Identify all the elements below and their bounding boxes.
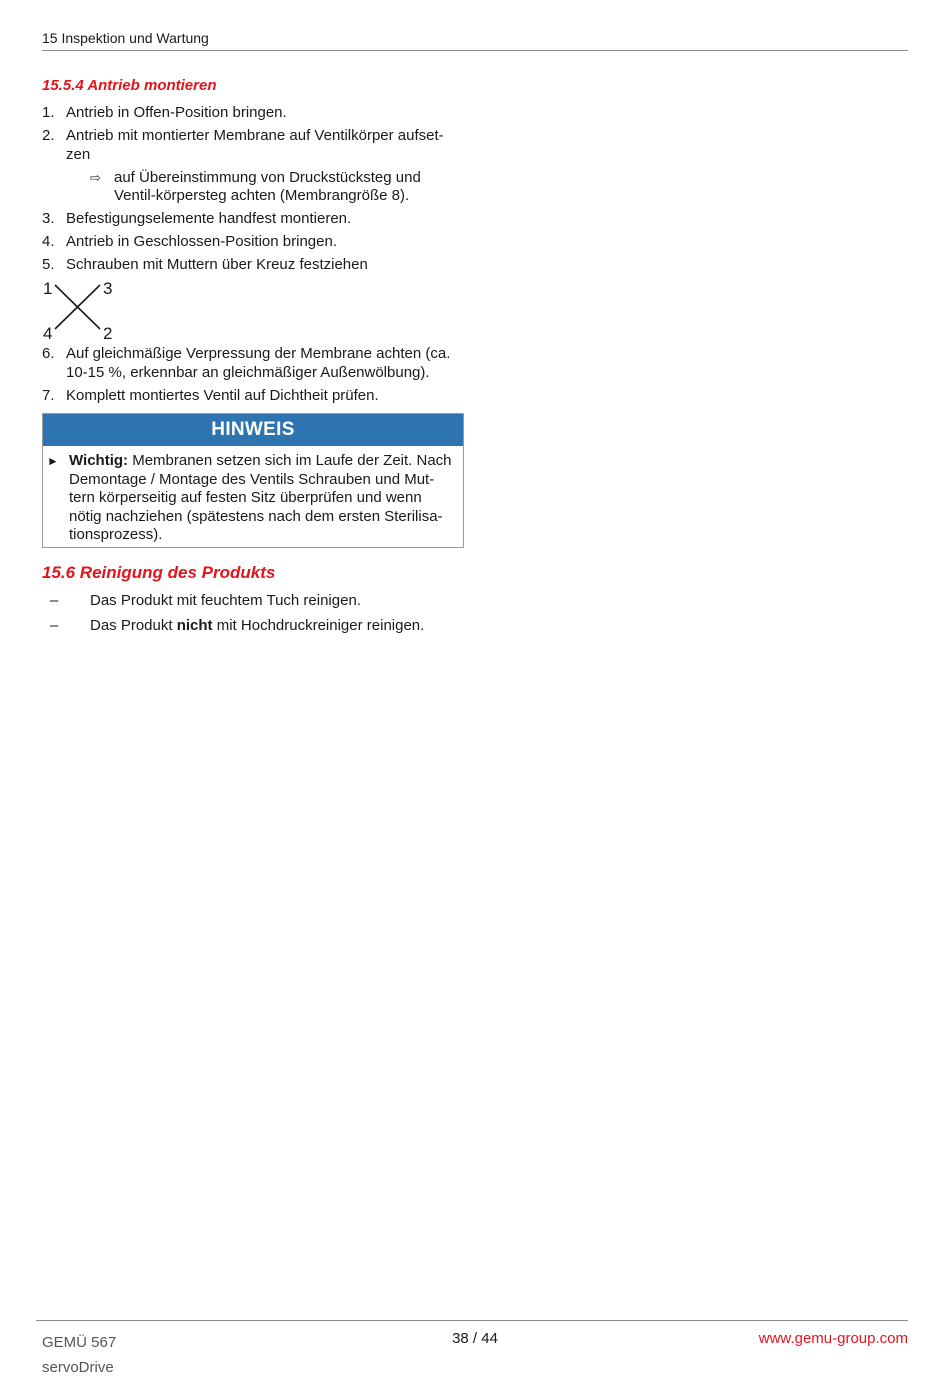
step-text: Antrieb in Offen-Position bringen.	[66, 104, 287, 121]
footer-divider	[36, 1320, 908, 1321]
step-text: Antrieb in Geschlossen-Position bringen.	[66, 233, 337, 250]
list-item	[42, 387, 464, 406]
section-title-cleaning: 15.6 Reinigung des Produkts	[42, 562, 276, 582]
list-item	[42, 233, 464, 252]
item-text: Das Produkt	[90, 617, 177, 634]
list-item	[42, 210, 464, 229]
item-text: Das Produkt mit feuchtem Tuch reinigen.	[90, 591, 361, 609]
section-title-mount: 15.5.4 Antrieb montieren	[42, 77, 217, 94]
step-number: 5.	[42, 256, 55, 273]
footer-product-name: GEMÜ 567	[42, 1334, 117, 1351]
list-item	[42, 592, 464, 611]
step-number: 6.	[42, 345, 55, 362]
substep-text: auf Übereinstimmung von Druckstücksteg und Ventil-körpersteg achten (Membrangröße 8).	[114, 168, 421, 204]
step-text: Schrauben mit Muttern über Kreuz festziehen	[66, 256, 368, 273]
notice-emphasis: Wichtig:	[69, 452, 129, 469]
list-item	[42, 127, 464, 206]
cross-label-2: 2	[103, 323, 113, 341]
dash-marker: –	[50, 591, 59, 609]
step-number: 4.	[42, 233, 55, 250]
step-number: 1.	[42, 104, 55, 121]
content-column	[42, 76, 464, 643]
crosswise-tightening-diagram	[42, 277, 122, 341]
notice-box	[42, 413, 464, 548]
item-text-rest: mit Hochdruckreiniger reinigen.	[212, 617, 425, 634]
notice-body	[43, 446, 463, 547]
list-item	[42, 256, 464, 341]
cross-label-3: 3	[103, 278, 113, 298]
item-emphasis: nicht	[176, 617, 213, 634]
notice-text: Membranen setzen sich im Laufe der Zeit. Nach Demontage / Montage des Ventils Schrauben und Mut-tern körperseitig auf festen Sitz überprüfen und wenn nötig nachziehen (spätestens nach dem ersten Sterilisa-tionsprozess).	[69, 452, 452, 543]
notice-title: HINWEIS	[43, 414, 463, 446]
step-number: 2.	[42, 127, 55, 144]
bullet-triangle-icon: ►	[47, 454, 59, 468]
step-text: Auf gleichmäßige Verpressung der Membrane achten (ca. 10-15 %, erkennbar an gleichmäßiger Außenwölbung).	[66, 345, 451, 381]
dash-marker: –	[50, 617, 59, 634]
step-number: 7.	[42, 386, 55, 404]
cleaning-list	[42, 592, 464, 636]
list-item	[42, 104, 464, 123]
cross-label-1: 1	[43, 278, 53, 298]
step-text: Befestigungselemente handfest montieren.	[66, 210, 352, 227]
footer-product-line: servoDrive	[42, 1359, 114, 1376]
footer-page-number: 38 / 44	[452, 1330, 498, 1347]
result-arrow-icon: ⇨	[90, 169, 101, 185]
mount-steps	[42, 104, 464, 405]
footer-website-link[interactable]: www.gemu-group.com	[758, 1330, 908, 1347]
step-number: 3.	[42, 210, 55, 227]
step-text: Antrieb mit montierter Membrane auf Ventilkörper aufset-zen	[66, 127, 444, 163]
running-header: 15 Inspektion und Wartung	[42, 30, 908, 51]
cross-label-4: 4	[43, 323, 53, 341]
result-substep	[66, 169, 464, 206]
step-text: Komplett montiertes Ventil auf Dichtheit prüfen.	[66, 386, 379, 404]
list-item	[42, 345, 464, 382]
list-item	[42, 617, 464, 636]
